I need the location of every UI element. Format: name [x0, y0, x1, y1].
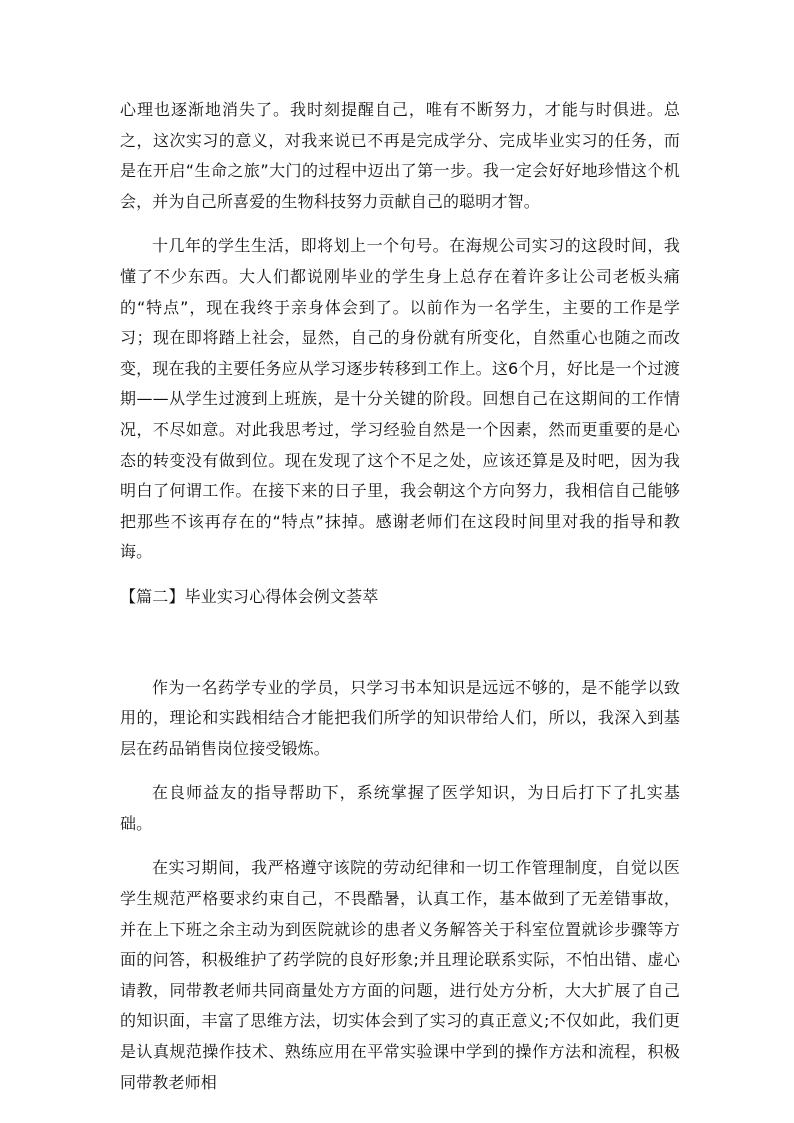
paragraph-spacer	[120, 217, 680, 231]
paragraph-student-life: 十几年的学生生活，即将划上一个句号。在海规公司实习的这段时间，我懂了不少东西。大人们都说刚毕业的学生身上总存在着许多让公司老板头痛的“特点”，现在我终于亲身体会到了。以前作为一名学生，主要的工作是学习；现在即将踏上社会，显然，自己的身份就有所变化，自然重心也随之而改变，现在我的主要任务应从学习逐步转移到工作上。这6个月，好比是一个过渡期——从学生过渡到上班族，是十分关键的阶段。回想自己在这期间的工作情况，不尽如意。对此我思考过，学习经验自然是一个因素，然而更重要的是心态的转变没有做到位。现在发现了这个不足之处，应该还算是及时吧，因为我明白了何谓工作。在接下来的日子里，我会朝这个方向努力，我相信自己能够把那些不该再存在的“特点”抹掉。感谢老师们在这段时间里对我的指导和教诲。	[120, 236, 680, 562]
paragraph-spacer	[120, 764, 680, 778]
section-heading: 【篇二】毕业实习心得体会例文荟萃	[120, 586, 379, 606]
section-spacer	[120, 613, 680, 673]
paragraph-spacer	[120, 568, 680, 582]
paragraph-pharmacy-intro: 作为一名药学专业的学员，只学习书本知识是远远不够的，是不能学以致用的，理论和实践相结合才能把我们所学的知识带给人们，所以，我深入到基层在药品销售岗位接受锻炼。	[120, 677, 680, 758]
paragraph-internship-period: 在实习期间，我严格遵守该院的劳动纪律和一切工作管理制度，自觉以医学生规范严格要求约束自己，不畏酷暑，认真工作，基本做到了无差错事故，并在上下班之余主动为到医院就诊的患者义务解答关于科室位置就诊步骤等方面的问答，积极维护了药学院的良好形象;并且理论联系实际，不怕出错、虚心请教，同带教老师共同商量处方方面的问题，进行处方分析，大大扩展了自己的知识面，丰富了思维方法，切实体会到了实习的真正意义;不仅如此，我们更是认真规范操作技术、熟练应用在平常实验课中学到的操作方法和流程，积极同带教老师相	[120, 858, 680, 1092]
paragraph-spacer	[120, 839, 680, 853]
paragraph-continuation: 心理也逐渐地消失了。我时刻提醒自己，唯有不断努力，才能与时俱进。总之，这次实习的意义，对我来说已不再是完成学分、完成毕业实习的任务，而是在开启“生命之旅”大门的过程中迈出了第一步。我一定会好好地珍惜这个机会，并为自己所喜爱的生物科技努力贡献自己的聪明才智。	[120, 100, 680, 211]
document-body	[120, 95, 680, 1098]
paragraph-mentors: 在良师益友的指导帮助下，系统掌握了医学知识，为日后打下了扎实基础。	[120, 783, 680, 833]
